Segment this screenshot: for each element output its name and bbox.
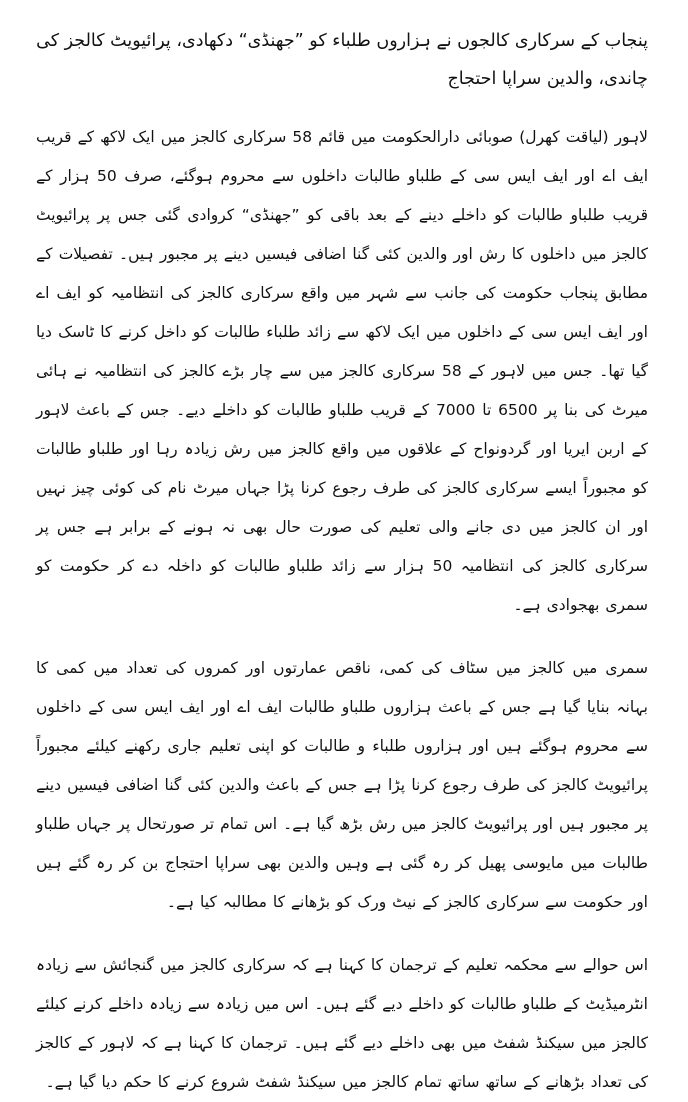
article-paragraph-2: سمری میں کالجز میں سٹاف کی کمی، ناقص عمارتوں اور کمروں کی تعداد میں کمی کا بہانہ بنایا گیا ہے جس کے باعث ہزاروں طلباو طالبات ایف اے اور ایف ایس سی کے داخلوں سے محروم ہوگئے ہیں اور ہزاروں طلباء و طالبات کو اپنی تعلیم جاری رکھنے کیلئے مجبوراً پرائیویٹ کالجز کی طرف رجوع کرنا پڑا ہے جس کے باعث والدین کئی گنا اضافی فیسیں دینے پر مجبور ہیں اور پرائیویٹ کالجز میں رش بڑھ گیا ہے۔ اس تمام تر صورتحال پر جہاں طلباو طالبات میں مایوسی پھیل کر رہ گئی ہے وہیں والدین بھی سراپا احتجاج بن کر رہ گئے ہیں اور حکومت سے سرکاری کالجز کے نیٹ ورک کو بڑھانے کا مطالبہ کیا ہے۔ bbox=[36, 659, 648, 911]
article-paragraph-3: اس حوالے سے محکمہ تعلیم کے ترجمان کا کہنا ہے کہ سرکاری کالجز میں گنجائش سے زیادہ انٹرمیڈیٹ کے طلباو طالبات کو داخلے دیے گئے ہیں۔ اس میں زیادہ سے زیادہ داخلے کرنے کیلئے کالجز میں سیکنڈ شفٹ میں بھی داخلے دیے گئے ہیں۔ ترجمان کا کہنا ہے کہ لاہور کے کالجز کی تعداد بڑھانے کے ساتھ ساتھ تمام کالجز میں سیکنڈ شفٹ شروع کرنے کا حکم دیا گیا ہے۔ bbox=[36, 956, 648, 1091]
article-headline: پنجاب کے سرکاری کالجوں نے ہزاروں طلباء کو ”جھنڈی“ دکھادی، پرائیویٹ کالجز کی چاندی، والدین سراپا احتجاج bbox=[36, 31, 648, 89]
article-paragraph-1: لاہور (لیاقت کھرل) صوبائی دارالحکومت میں قائم 58 سرکاری کالجز میں ایک لاکھ کے قریب ایف اے اور ایف ایس سی کے طلباو طالبات داخلوں سے محروم ہوگئے، صرف 50 ہزار کے قریب طلباو طالبات کو داخلے دینے کے بعد باقی کو ”جھنڈی“ کروادی گئی جس پر پرائیویٹ کالجز میں داخلوں کا رش اور والدین کئی گنا اضافی فیسیں دینے پر مجبور ہیں۔ تفصیلات کے مطابق پنجاب حکومت کی جانب سے شہر میں واقع سرکاری کالجز کی انتظامیہ کو ایف اے اور ایف ایس سی کے داخلوں میں ایک لاکھ سے زائد طلباء طالبات کو داخل کرنے کا ٹاسک دیا گیا تھا۔ جس میں لاہور کے 58 سرکاری کالجز میں سے چار بڑے کالجز کی انتظامیہ نے ہائی میرٹ کی بنا پر 6500 تا 7000 کے قریب طلباو طالبات کو داخلے دیے۔ جس کے باعث لاہور کے اربن ایریا اور گردونواح کے علاقوں میں واقع کالجز میں رش زیادہ رہا اور طلباو طالبات کو مجبوراً ایسے سرکاری کالجز کی طرف رجوع کرنا پڑا جہاں میرٹ نام کی کوئی چیز نہیں اور ان کالجز میں دی جانے والی تعلیم کی صورت حال بھی نہ ہونے کے برابر ہے جس پر سرکاری کالجز کی انتظامیہ 50 ہزار سے زائد طلباو طالبات کو داخلہ دے کر حکومت کو سمری بھجوادی ہے۔ bbox=[36, 128, 649, 614]
